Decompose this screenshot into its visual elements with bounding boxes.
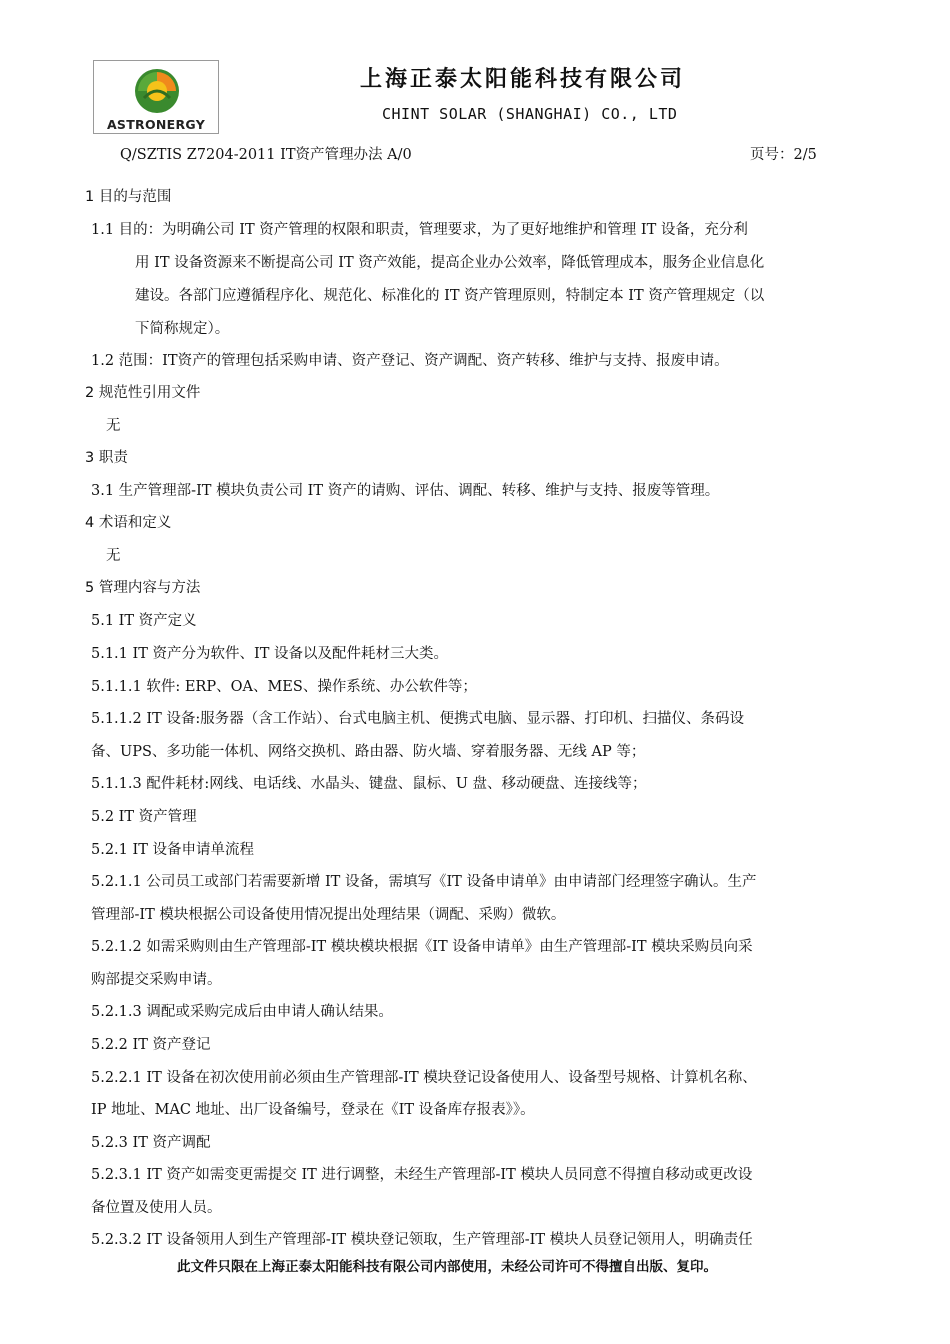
paragraph-line: 1.2 范围：IT资产的管理包括采购申请、资产登记、资产调配、资产转移、维护与支持、报废申请。 (91, 353, 729, 369)
paragraph-line: 5.1 IT 资产定义 (91, 613, 197, 629)
paragraph-line: 管理部-IT 模块根据公司设备使用情况提出处理结果（调配、采购）微软。 (91, 907, 566, 923)
paragraph-line: 无 (106, 548, 121, 564)
document-code: Q/SZTIS Z7204-2011 IT资产管理办法 A/0 (120, 147, 412, 163)
paragraph-line: 用 IT 设备资源来不断提高公司 IT 资产效能，提高企业办公效率，降低管理成本，服务企业信息化 (135, 255, 765, 271)
paragraph-line: 3.1 生产管理部-IT 模块负责公司 IT 资产的请购、评估、调配、转移、维护与支持、报废等管理。 (91, 483, 720, 499)
paragraph-line: 购部提交采购申请。 (91, 972, 222, 988)
paragraph-line: 5.2.1.1 公司员工或部门若需要新增 IT 设备，需填写《IT 设备申请单》由申请部门经理签字确认。生产 (91, 874, 757, 890)
section-heading: 3 职责 (85, 450, 128, 466)
paragraph-line: 备位置及使用人员。 (91, 1200, 222, 1216)
paragraph-line: 下简称规定）。 (135, 321, 230, 337)
paragraph-line: 建设。各部门应遵循程序化、规范化、标准化的 IT 资产管理原则，特制定本 IT 资产管理规定（以 (135, 288, 765, 304)
paragraph-line: 5.2.3.1 IT 资产如需变更需提交 IT 进行调整，未经生产管理部-IT 模块人员同意不得擅自移动或更改设 (91, 1167, 753, 1183)
paragraph-line: 1.1 目的：为明确公司 IT 资产管理的权限和职责，管理要求，为了更好地维护和管理 IT 设备，充分利 (91, 222, 748, 238)
confidentiality-footer: 此文件只限在上海正泰太阳能科技有限公司内部使用，未经公司许可不得擅自出版、复印。 (177, 1259, 717, 1275)
paragraph-line: 5.2.1 IT 设备申请单流程 (91, 842, 255, 858)
paragraph-line: 5.2 IT 资产管理 (91, 809, 197, 825)
section-heading: 4 术语和定义 (85, 515, 172, 531)
paragraph-line: IP 地址、MAC 地址、出厂设备编号，登录在《IT 设备库存报表》》。 (91, 1102, 535, 1118)
logo-text: ASTRONERGY (106, 117, 206, 132)
page-number: 页号：2/5 (750, 147, 817, 163)
section-heading: 5 管理内容与方法 (85, 580, 201, 596)
paragraph-line: 5.2.2 IT 资产登记 (91, 1037, 211, 1053)
paragraph-line: 5.2.3.2 IT 设备领用人到生产管理部-IT 模块登记领取，生产管理部-IT 模块人员登记领用人，明确责任 (91, 1232, 753, 1248)
astronergy-logo-icon (134, 68, 180, 114)
paragraph-line: 5.2.1.3 调配或采购完成后由申请人确认结果。 (91, 1004, 393, 1020)
paragraph-line: 备、UPS、多功能一体机、网络交换机、路由器、防火墙、穿着服务器、无线 AP 等； (91, 744, 646, 760)
paragraph-line: 5.2.1.2 如需采购则由生产管理部-IT 模块模块根据《IT 设备申请单》由生产管理部-IT 模块采购员向采 (91, 939, 753, 955)
section-heading: 1 目的与范围 (85, 189, 172, 205)
paragraph-line: 5.1.1.1 软件: ERP、OA、MES、操作系统、办公软件等； (91, 679, 477, 695)
paragraph-line: 无 (106, 418, 121, 434)
section-heading: 2 规范性引用文件 (85, 385, 201, 401)
company-name-english: CHINT SOLAR (SHANGHAI) CO., LTD (382, 105, 678, 123)
paragraph-line: 5.1.1 IT 资产分为软件、IT 设备以及配件耗材三大类。 (91, 646, 449, 662)
paragraph-line: 5.1.1.3 配件耗材:网线、电话线、水晶头、键盘、鼠标、U 盘、移动硬盘、连接线等； (91, 776, 647, 792)
company-name-chinese: 上海正泰太阳能科技有限公司 (360, 67, 686, 92)
paragraph-line: 5.2.2.1 IT 设备在初次使用前必须由生产管理部-IT 模块登记设备使用人、设备型号规格、计算机名称、 (91, 1070, 757, 1086)
company-logo (93, 60, 219, 134)
paragraph-line: 5.1.1.2 IT 设备:服务器（含工作站）、台式电脑主机、便携式电脑、显示器、打印机、扫描仪、条码设 (91, 711, 744, 727)
paragraph-line: 5.2.3 IT 资产调配 (91, 1135, 211, 1151)
